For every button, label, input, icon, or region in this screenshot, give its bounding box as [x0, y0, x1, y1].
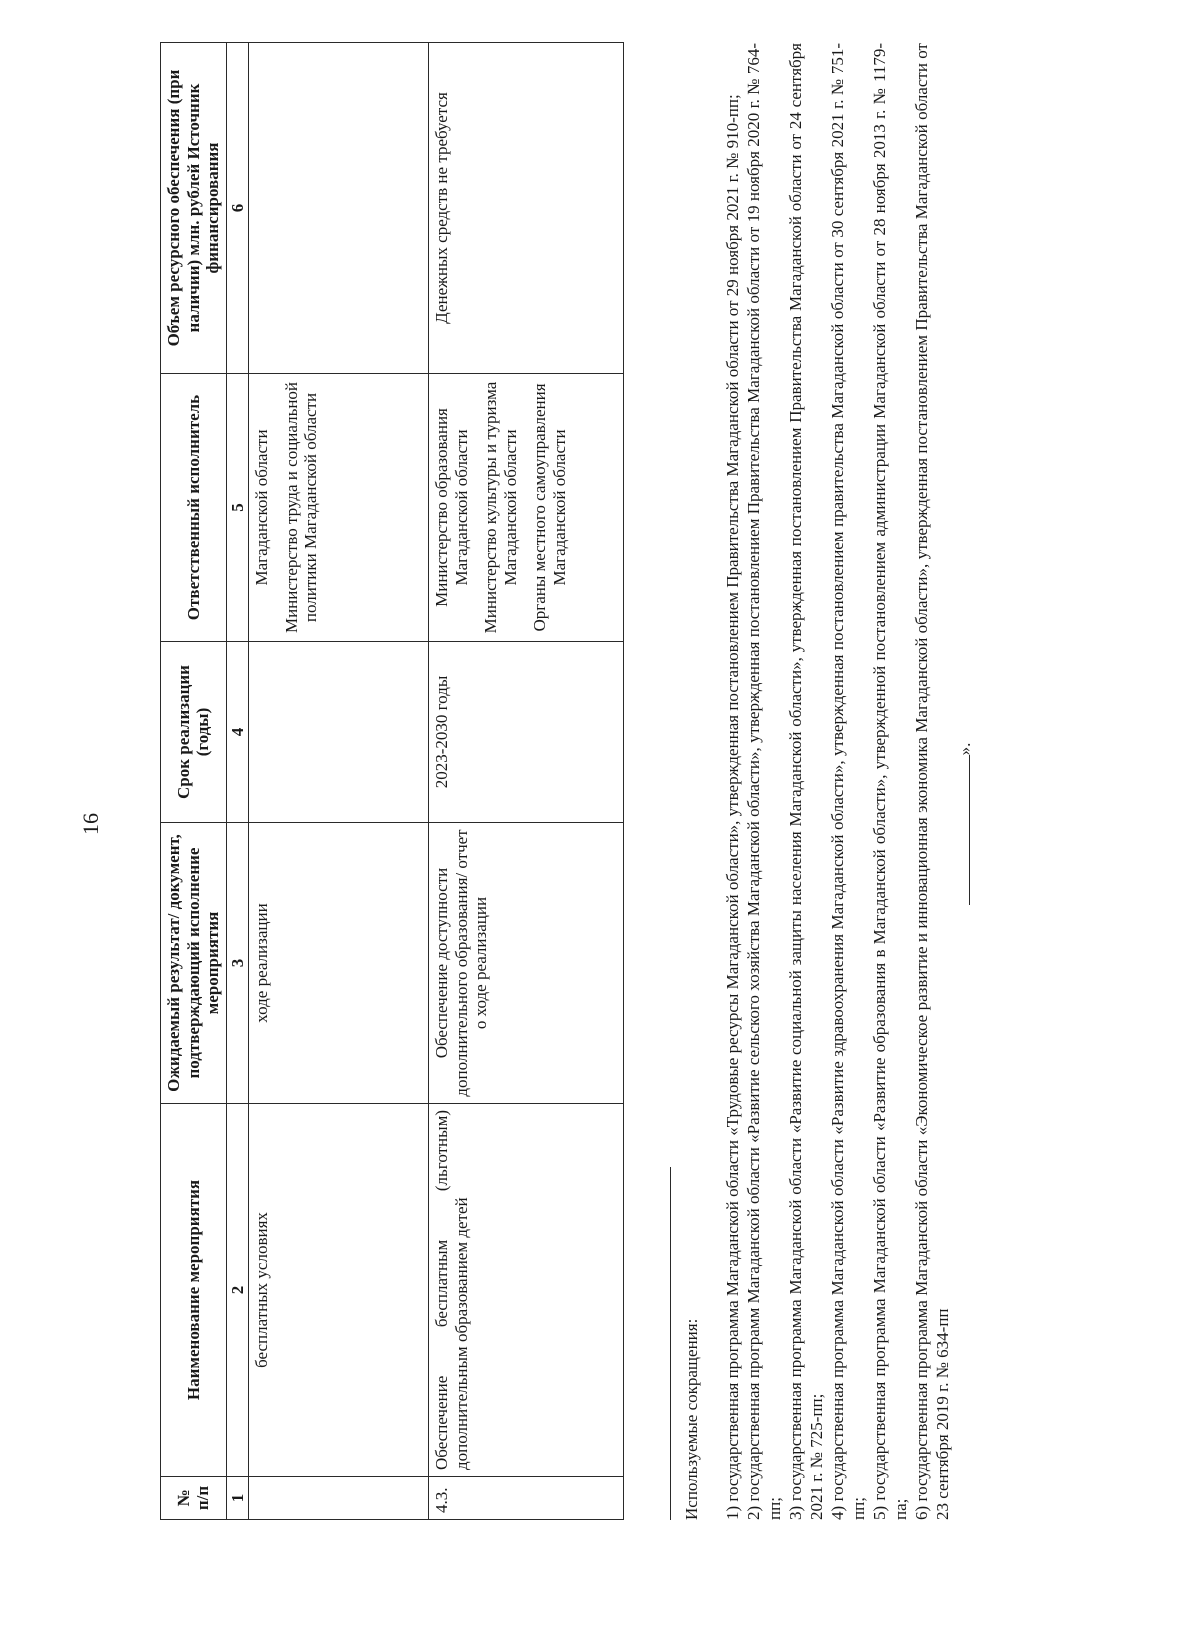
expected-result: Обеспечение доступности дополнительного образования/ отчет о ходе реализации: [429, 823, 624, 1104]
column-number: 3: [226, 823, 249, 1104]
measure-name: бесплатных условиях: [249, 1104, 429, 1477]
column-number-row: [226, 43, 249, 1520]
executor: Органы местного самоуправления Магаданской области: [530, 383, 569, 632]
abbreviation-item: 2) государственная программ Магаданской области «Развитие сельского хозяйства Магаданской области», утвержденная постановлением Правительства Магаданской области от 19 ноября 2020 г. № 764-пп;: [744, 43, 784, 1520]
expected-result: ходе реализации: [249, 823, 429, 1104]
table-header-row: [161, 43, 227, 1520]
executors: [429, 374, 624, 642]
executors: [249, 374, 429, 642]
column-number: 4: [226, 642, 249, 823]
table-row: [249, 43, 429, 1520]
period: [249, 642, 429, 823]
abbreviation-item: 3) государственная программа Магаданской области «Развитие социальной защиты населения Магаданской области», утвержденная постановлением Правительства Магаданской области от 24 сентября 2021 г. № 725-пп;: [786, 43, 826, 1520]
page-number: 16: [78, 813, 103, 835]
header-executor: Ответственный исполнитель: [161, 374, 227, 642]
executor: Магаданской области: [252, 429, 272, 586]
funding: Денежных средств не требуется: [429, 43, 624, 374]
measures-table: [160, 42, 624, 1520]
header-period: Срок реализации (годы): [161, 642, 227, 823]
abbreviation-item: 1) государственная программа Магаданской области «Трудовые ресурсы Магаданской области», утвержденная постановлением Правительства Магаданской области от 29 ноября 2021 г. № 910-пп;: [723, 94, 742, 1520]
executor: Министерство образования Магаданской области: [432, 408, 471, 607]
executor: Министерство культуры и туризма Магаданской области: [481, 381, 520, 634]
column-number: 2: [226, 1104, 249, 1477]
row-number: 4.3.: [429, 1477, 624, 1520]
abbreviation-item: 6) государственная программа Магаданской области «Экономическое развитие и инновационная экономика Магаданской области», утвержденная постановлением Правительства Магаданской области от 23 сентября 2019 г. № 634-пп: [912, 43, 952, 1520]
closing-mark: ».: [955, 742, 974, 756]
header-number: № п/п: [161, 1477, 227, 1520]
table-row: [429, 43, 624, 1520]
abbreviations-list: [722, 43, 953, 1520]
column-number: 5: [226, 374, 249, 642]
column-number: 6: [226, 43, 249, 374]
column-number: 1: [226, 1477, 249, 1520]
period: 2023-2030 годы: [429, 642, 624, 823]
header-expected-result: Ожидаемый результат/ документ, подтверждающий исполнение мероприятия: [161, 823, 227, 1104]
abbreviations-heading: Используемые сокращения:: [682, 1318, 701, 1520]
funding: [249, 43, 429, 374]
row-number: [249, 1477, 429, 1520]
executor: Министерство труда и социальной политики Магаданской области: [281, 381, 321, 634]
abbreviation-item: 4) государственная программа Магаданской области «Развитие здравоохранения Магаданской области», утвержденная постановлением правительства Магаданской области от 30 сентября 2021 г. № 751-пп;: [828, 43, 868, 1520]
closing-rule: [955, 755, 970, 905]
measure-name: Обеспечение бесплатным (льготным) дополнительным образованием детей: [429, 1104, 624, 1477]
header-funding: Объем ресурсного обеспечения (при наличии) млн. рублей Источник финансирования: [161, 43, 227, 374]
header-measure-name: Наименование мероприятия: [161, 1104, 227, 1477]
closing-line: [955, 0, 975, 1648]
footnote-divider: [670, 1167, 671, 1520]
abbreviation-item: 5) государственная программа Магаданской области «Развитие образования в Магаданской области», утвержденной постановлением администрации Магаданской области от 28 ноября 2013 г. № 1179-па;: [870, 43, 910, 1520]
